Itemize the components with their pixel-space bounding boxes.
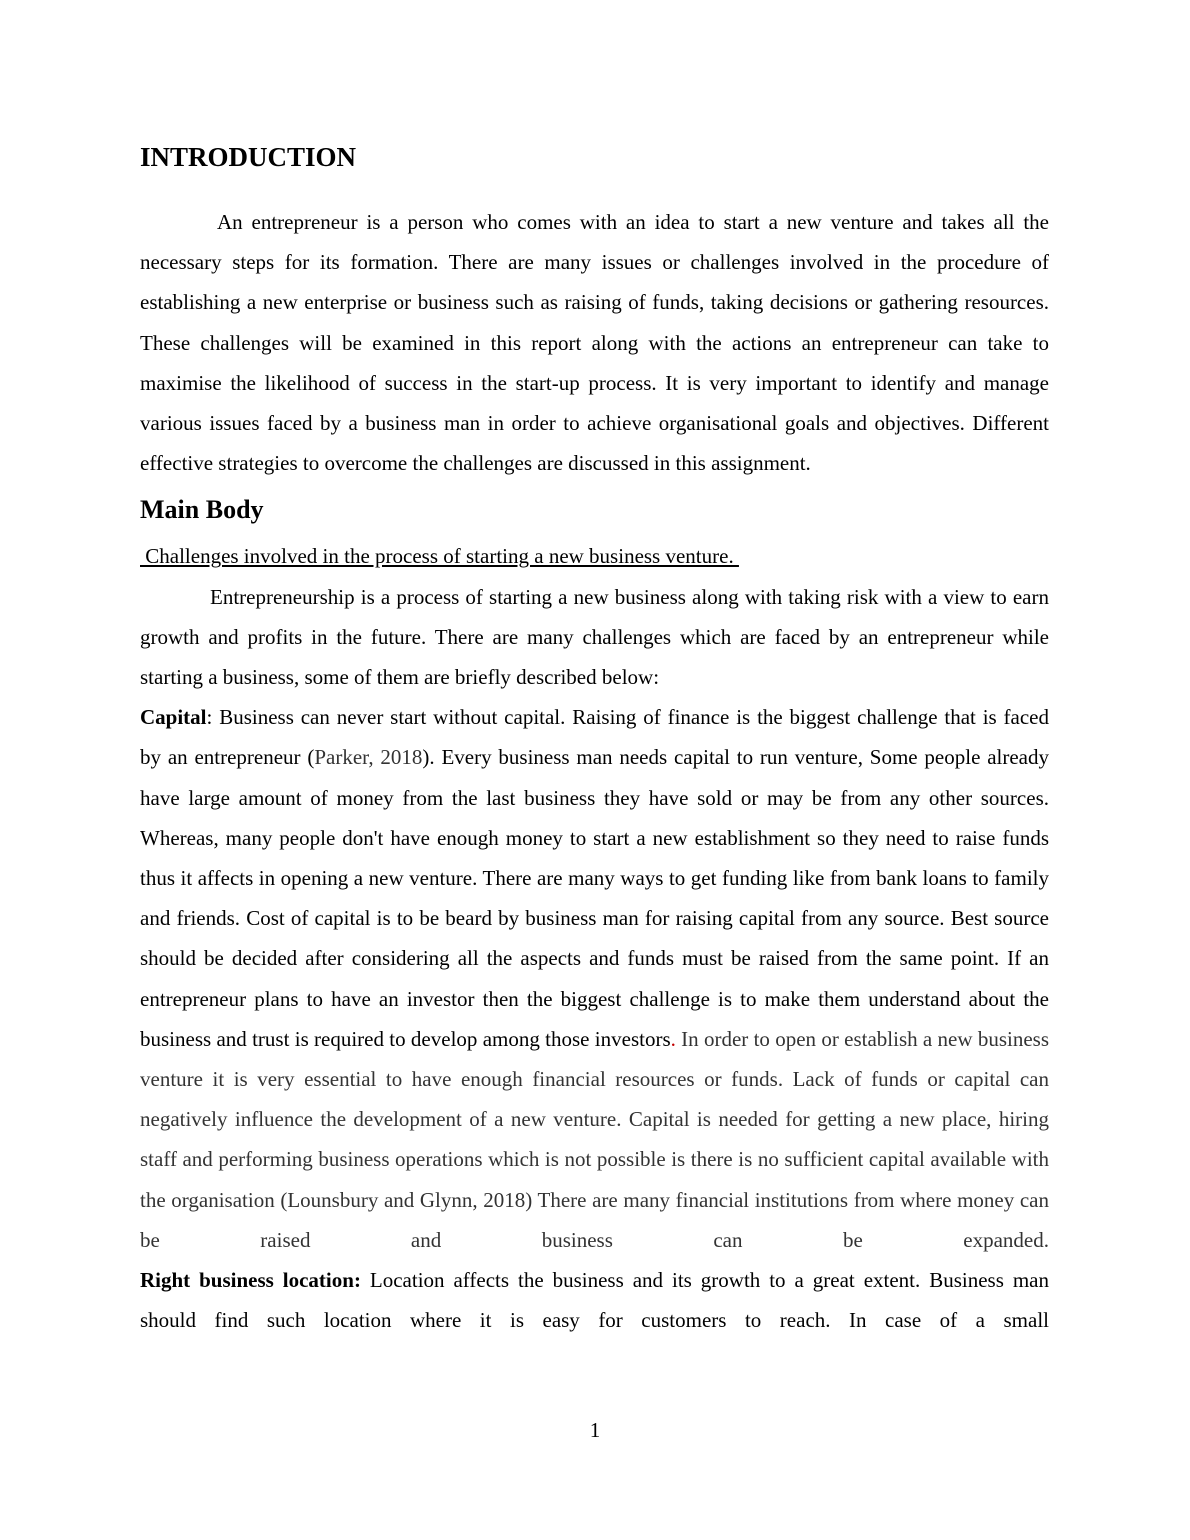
location-text: Location affects the business and its growth to a great extent. Business man should find such location where it is easy for customers to reach. In case of a small	[140, 1268, 1049, 1333]
location-paragraph	[140, 1260, 1049, 1340]
main-body-heading: Main Body	[140, 495, 264, 525]
page-content	[140, 140, 1049, 1340]
entrepreneurship-paragraph: Entrepreneurship is a process of starting a new business along with taking risk with a view to earn growth and profits in the future. There are many challenges which are faced by an entrepreneur while starting a business, some of them are briefly described below:	[140, 584, 1049, 690]
introduction-paragraph: An entrepreneur is a person who comes with an idea to start a new venture and takes all the necessary steps for its formation. There are many issues or challenges involved in the procedure of establishing a new enterprise or business such as raising of funds, taking decisions or gathering resources. These challenges will be examined in this report along with the actions an entrepreneur can take to maximise the likelihood of success in the start-up process. It is very important to identify and manage various issues faced by a business man in order to achieve organisational goals and objectives. Different effective strategies to overcome the challenges are discussed in this assignment.	[140, 210, 1049, 476]
capital-period: .	[670, 1026, 676, 1051]
capital-text-3: In order to open or establish a new business venture it is very essential to have enough financial resources or funds. Lack of funds or capital can negatively influence the development of a new venture. Capital is needed for getting a new place, hiring staff and performing business operations which is not possible is there is no sufficient capital available with the organisation (Lounsbury and Glynn, 2018) There are many financial institutions from where money can be raised and business can be expanded.	[140, 1026, 1049, 1252]
challenges-subheading: Challenges involved in the process of starting a new business venture.	[140, 544, 739, 569]
location-term: Right business location:	[140, 1268, 361, 1293]
introduction-heading: INTRODUCTION	[140, 142, 357, 172]
capital-text-1: : Business can never start without capital. Raising of finance is the biggest challenge that is faced by an entrepreneur (	[140, 705, 1049, 770]
capital-term: Capital	[140, 705, 207, 730]
page-number: 1	[589, 1418, 601, 1442]
citation-parker: Parker, 2018	[314, 745, 423, 770]
capital-paragraph	[140, 697, 1049, 1260]
capital-text-2: ). Every business man needs capital to run venture, Some people already have large amount of money from the last business they have sold or may be from any other sources. Whereas, many people don't have enough money to start a new establishment so they need to raise funds thus it affects in opening a new venture. There are many ways to get funding like from bank loans to family and friends. Cost of capital is to be beard by business man for raising capital from any source. Best source should be decided after considering all the aspects and funds must be raised from the same point. If an entrepreneur plans to have an investor then the biggest challenge is to make them understand about the business and trust is required to develop among those investors	[140, 745, 1049, 1051]
